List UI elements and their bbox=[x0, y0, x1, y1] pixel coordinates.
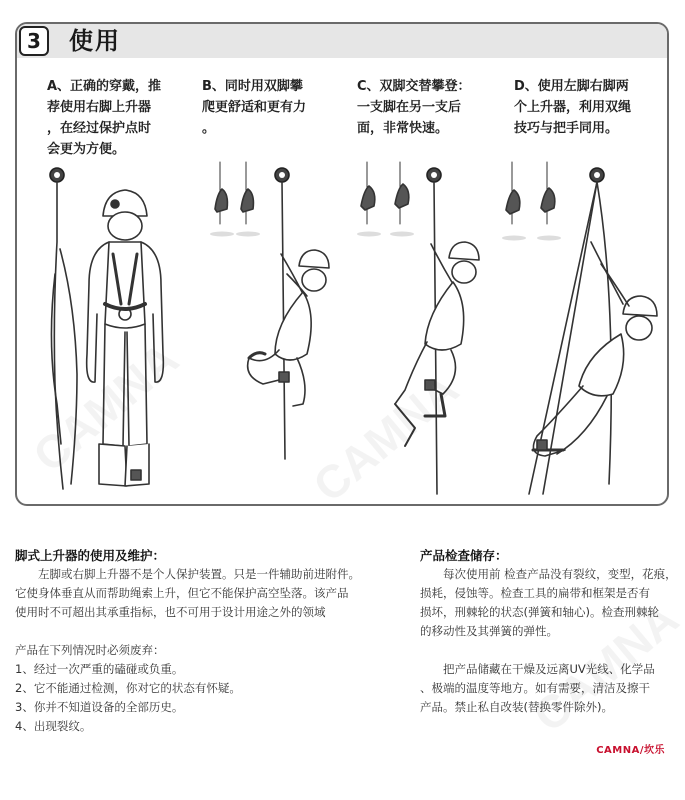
storage-body: 把产品储藏在干燥及远离UV光线、化学品 、极端的温度等地方。如有需要，清洁及擦干 产品。禁止私自改装(替换零件除外)。 bbox=[420, 662, 655, 714]
step-c-text: C、双脚交替攀登： 一支脚在另一支后 面，非常快速。 bbox=[357, 79, 471, 136]
illustration-d-double-rope-climber bbox=[502, 162, 657, 494]
discard-intro: 产品在下列情况时必须废弃： bbox=[15, 643, 165, 657]
usage-body: 左脚或右脚上升器不是个人保护装置。只是一件辅助前进附件。 它使身体垂直从而帮助绳索上升，但它不能保护高空坠落。该产品 使用时不可超出其承重指标，也不可用于设计用途之外的领域 bbox=[15, 567, 360, 619]
discard-item: 3、你并不知道设备的全部历史。 bbox=[15, 700, 184, 714]
discard-item: 2、它不能通过检测，你对它的状态有怀疑。 bbox=[15, 681, 241, 695]
step-b-text: B、同时用双脚攀 爬更舒适和更有力 。 bbox=[202, 79, 307, 136]
section-header-band bbox=[17, 24, 667, 58]
section-title: 使用 bbox=[69, 27, 121, 55]
section-number: 3 bbox=[19, 26, 49, 56]
usage-title: 脚式上升器的使用及维护： bbox=[15, 548, 166, 563]
usage-illustrations bbox=[17, 154, 667, 499]
discard-item: 4、出现裂纹。 bbox=[15, 719, 92, 733]
illustration-b-both-feet-climber bbox=[210, 162, 329, 459]
inspection-body: 每次使用前 检查产品没有裂纹，变型，花痕， 损耗，侵蚀等。检查工具的扁带和框架是否有 损坏，刑棘轮的状态(弹簧和轴心)。检查刑棘轮 的移动性及其弹簧的弹性。 bbox=[420, 567, 677, 638]
illustration-c-alternating-climber bbox=[357, 162, 479, 494]
illustration-a-standing-climber bbox=[50, 168, 163, 489]
usage-panel bbox=[15, 22, 669, 506]
discard-item: 1、经过一次严重的磕碰或负重。 bbox=[15, 662, 184, 676]
inspection-title: 产品检查储存： bbox=[420, 548, 508, 563]
step-d-text: D、使用左脚右脚两 个上升器，利用双绳 技巧与把手同用。 bbox=[514, 79, 632, 136]
brand-logo: CAMNA/坎乐 bbox=[596, 745, 665, 756]
step-a-text: A、正确的穿戴，推 荐使用右脚上升器 ，在经过保护点时 会更为方便。 bbox=[47, 79, 162, 157]
